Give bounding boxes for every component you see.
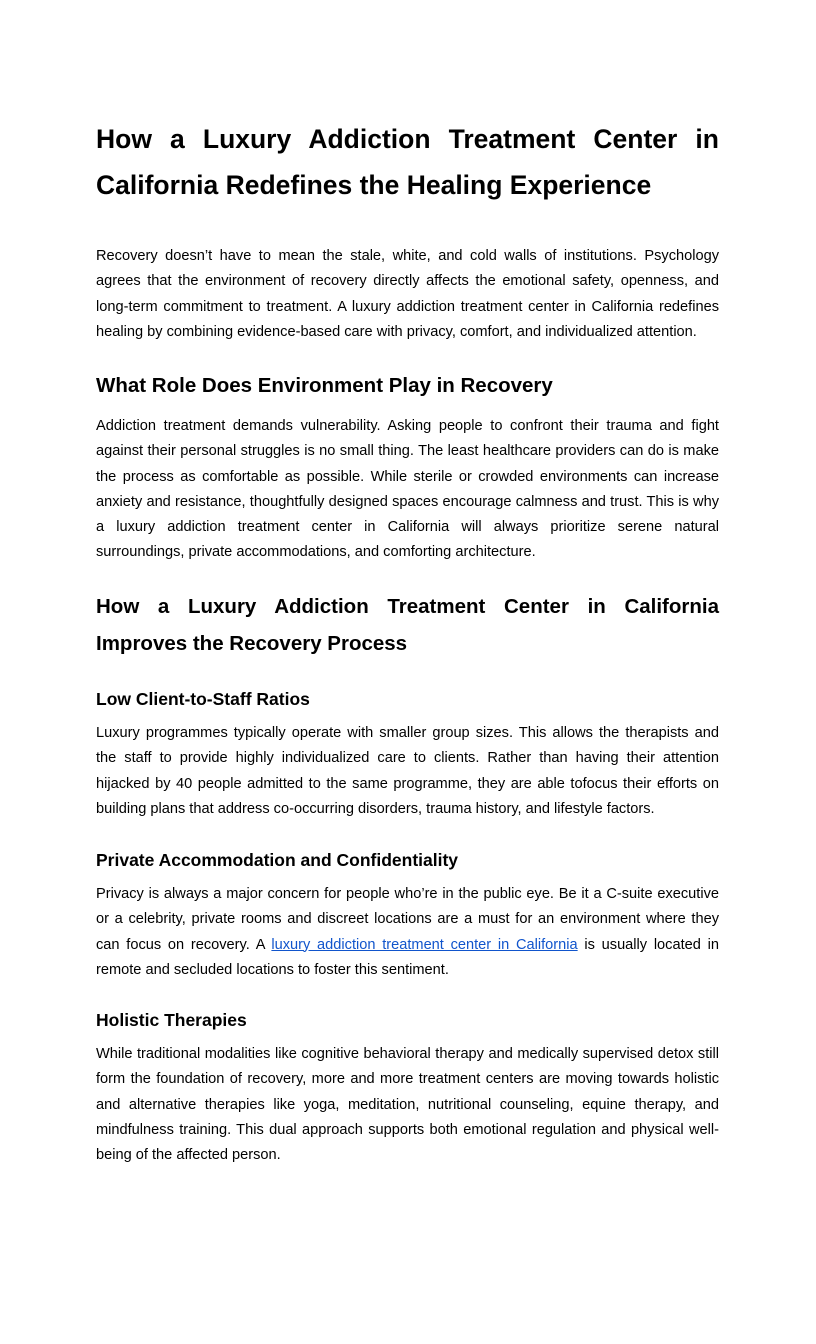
subheading-private-accommodation: Private Accommodation and Confidentiality [96,850,459,870]
holistic-therapies-paragraph: While traditional modalities like cognitive behavioral therapy and medically supervised detox still form the foundation of recovery, more and more treatment centers are moving towards holistic and alternative therapies like yoga, meditation, nutritional counseling, equine therapy, and mindfulness training. This dual approach supports both emotional regulation and physical well-being of the affected person. [96,1046,719,1164]
subheading-holistic-therapies: Holistic Therapies [96,1010,247,1030]
paragraph-text: Privacy is always a major concern for people who’re in the public eye. Be it a C-suite executive or a celebrity, private rooms and discreet locations are a must for an environment where they can focus on recovery. A [96,886,719,953]
environment-paragraph: Addiction treatment demands vulnerability. Asking people to confront their trauma and fight against their personal struggles is no small thing. The least healthcare providers can do is make the process as comfortable as possible. While sterile or crowded environments can increase anxiety and resistance, thoughtfully designed spaces encourage calmness and trust. This is why a luxury addiction treatment center in California will always prioritize serene natural surroundings, private accommodations, and comforting architecture. [96,418,719,561]
treatment-center-link[interactable]: luxury addiction treatment center in California [271,936,578,953]
paragraph-text: is usually located in remote and secluded locations to foster this sentiment. [96,936,719,978]
section-heading-recovery-process: How a Luxury Addiction Treatment Center in California Improves the Recovery Process [96,595,719,655]
page-title: How a Luxury Addiction Treatment Center in California Redefines the Healing Experience [96,124,719,200]
intro-paragraph: Recovery doesn’t have to mean the stale, white, and cold walls of institutions. Psychology agrees that the environment of recovery directly affects the emotional safety, openness, and long-term commitment to treatment. A luxury addiction treatment center in California redefines healing by combining evidence-based care with privacy, comfort, and individualized attention. [96,248,719,340]
private-accommodation-paragraph [96,882,719,983]
subheading-staff-ratios: Low Client-to-Staff Ratios [96,689,310,709]
section-heading-environment: What Role Does Environment Play in Recovery [96,374,553,397]
staff-ratios-paragraph: Luxury programmes typically operate with smaller group sizes. This allows the therapists and the staff to provide highly individualized care to clients. Rather than having their attention hijacked by 40 people admitted to the same programme, they are able tofocus their efforts on building plans that address co-occurring disorders, trauma history, and lifestyle factors. [96,725,719,817]
